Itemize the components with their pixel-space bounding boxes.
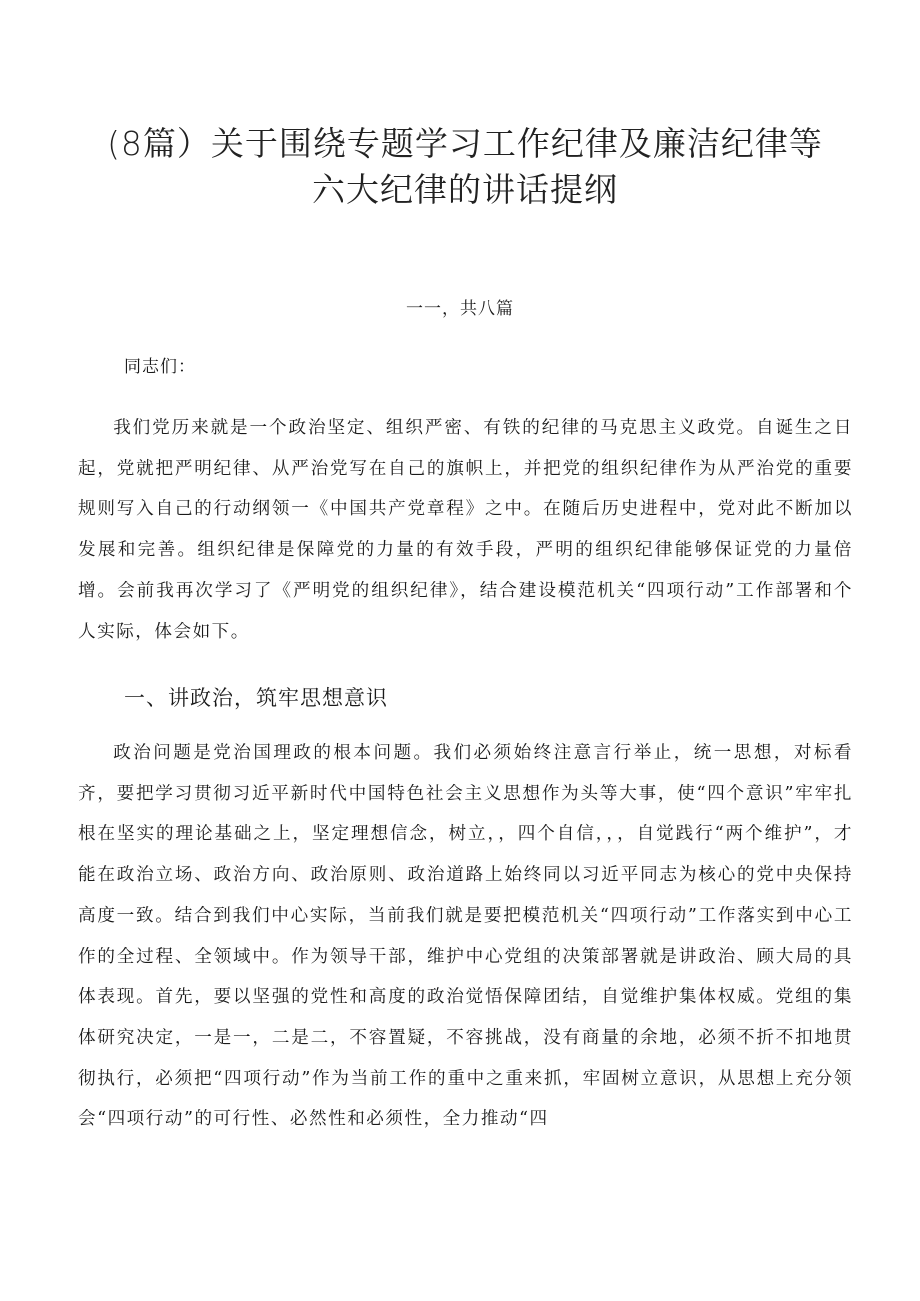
paragraph-section-1: 政治问题是党治国理政的根本问题。我们必须始终注意言行举止，统一思想，对标看齐，要把学习贯彻习近平新时代中国特色社会主义思想作为头等大事，使“四个意识”牢牢扎根在坚实的理论基础之上，坚定理想信念，树立，，四个自信，，，自觉践行“两个维护”，才能在政治立场、政治方向、政治原则、政治道路上始终同以习近平同志为核心的党中央保持高度一致。结合到我们中心实际，当前我们就是要把模范机关“四项行动”工作落实到中心工作的全过程、全领域中。作为领导干部，维护中心党组的决策部署就是讲政治、顾大局的具体表现。首先，要以坚强的党性和高度的政治觉悟保障团结，自觉维护集体权威。党组的集体研究决定，一是一，二是二，不容置疑，不容挑战，没有商量的余地，必须不折不扣地贯彻执行，必须把“四项行动”作为当前工作的重中之重来抓，牢固树立意识，从思想上充分领会“四项行动”的可行性、必然性和必须性，全力推动“四: [78, 743, 853, 1130]
document-title-line-2: 六大纪律的讲话提纲: [312, 170, 618, 209]
salutation: 同志们：: [124, 357, 196, 377]
section-heading-1: 一、讲政治，筑牢思想意识: [124, 686, 388, 710]
document-subtitle: 一一，共八篇: [406, 299, 514, 319]
document-title-line-1: (8篇）关于围绕专题学习工作纪律及廉洁纪律等: [107, 124, 823, 163]
paragraph-intro: 我们党历来就是一个政治坚定、组织严密、有铁的纪律的马克思主义政党。自诞生之日起，党就把严明纪律、从严治党写在自己的旗帜上，并把党的组织纪律作为从严治党的重要规则写入自己的行动纲领一《中国共产党章程》之中。在随后历史进程中，党对此不断加以发展和完善。组织纪律是保障党的力量的有效手段，严明的组织纪律能够保证党的力量倍增。会前我再次学习了《严明党的组织纪律》，结合建设模范机关“四项行动”工作部署和个人实际，体会如下。: [78, 418, 853, 642]
